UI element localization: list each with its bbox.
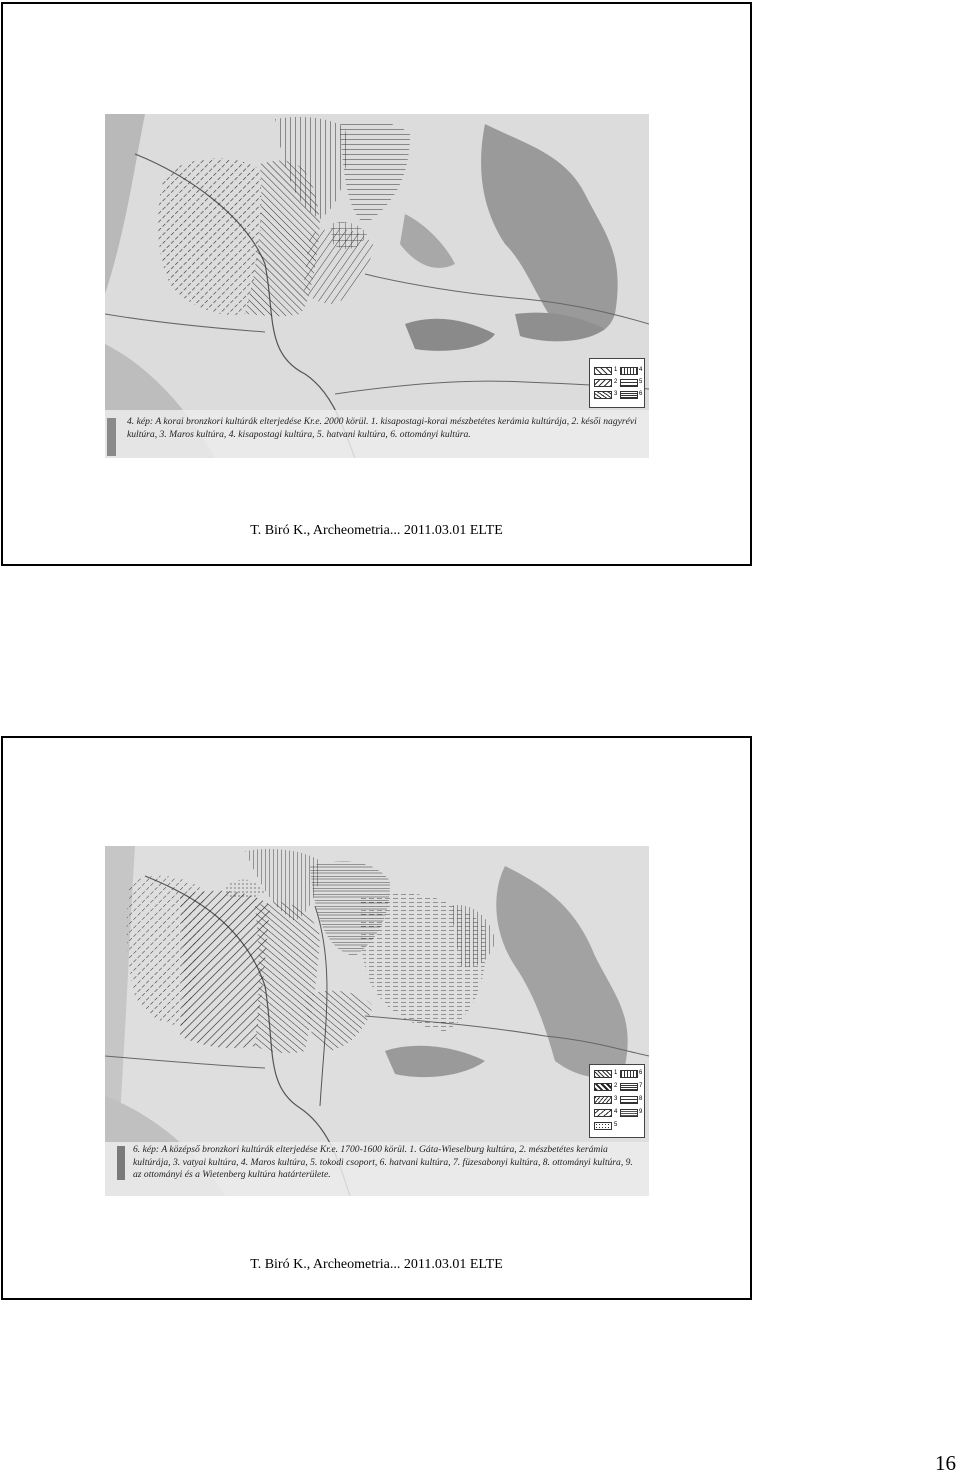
figure-caption: 6. kép: A középső bronzkori kultúrák elterjedése Kr.e. 1700-1600 körül. 1. Gáta-Wieselburg kultúra, 2. mészbetétes kerámia kultúrája, 3. vatyai kultúra, 4. Maros kultúra, 5. tokodi csoport, 6. hatvani kultúra, 7. füzesabonyi kultúra, 8. ottományi kultúra, 9. az ottományi és a Wietenberg kultúra határterülete. (133, 1144, 633, 1180)
map-legend (589, 1064, 645, 1138)
legend-label: 5 (614, 1122, 618, 1128)
legend-label: 8 (639, 1096, 643, 1102)
legend-swatch-9 (620, 1109, 638, 1117)
legend-swatch-5 (594, 1122, 612, 1130)
legend-swatch-3 (594, 1096, 612, 1104)
legend-label: 1 (614, 1070, 618, 1076)
legend-swatch-1 (594, 367, 612, 375)
slide-2 (1, 736, 752, 1300)
slide-1 (1, 2, 752, 566)
legend-swatch-3 (594, 391, 612, 399)
legend-label: 9 (639, 1109, 643, 1115)
legend-label: 7 (639, 1083, 643, 1089)
figure-caption: 4. kép: A korai bronzkori kultúrák elterjedése Kr.e. 2000 körül. 1. kisapostagi-korai mészbetétes kerámia kultúrája, 2. késői nagyrévi kultúra, 3. Maros kultúra, 4. kisapostagi kultúra, 5. hatvani kultúra, 6. ottományi kultúra. (127, 416, 637, 440)
slide-footer: T. Biró K., Archeometria... 2011.03.01 ELTE (250, 523, 503, 538)
legend-swatch-1 (594, 1070, 612, 1078)
legend-swatch-2 (594, 379, 612, 387)
legend-label: 2 (614, 379, 618, 385)
legend-label: 2 (614, 1083, 618, 1089)
legend-label: 3 (614, 391, 618, 397)
legend-swatch-7 (620, 1083, 638, 1091)
legend-label: 4 (614, 1109, 618, 1115)
slide-footer: T. Biró K., Archeometria... 2011.03.01 ELTE (250, 1257, 503, 1272)
page-number: 16 (935, 1451, 956, 1475)
legend-label: 3 (614, 1096, 618, 1102)
map-scan-middle-bronze-age (105, 846, 649, 1196)
map-scan-early-bronze-age (105, 114, 649, 458)
legend-label: 4 (639, 367, 643, 373)
legend-swatch-6 (620, 391, 638, 399)
legend-swatch-5 (620, 379, 638, 387)
legend-swatch-4 (620, 367, 638, 375)
legend-swatch-2 (594, 1083, 612, 1091)
legend-label: 6 (639, 391, 643, 397)
map-image (105, 114, 649, 458)
legend-swatch-4 (594, 1109, 612, 1117)
legend-label: 1 (614, 367, 618, 373)
legend-label: 6 (639, 1070, 643, 1076)
map-legend (589, 358, 645, 408)
legend-label: 5 (639, 379, 643, 385)
legend-swatch-6 (620, 1070, 638, 1078)
legend-swatch-8 (620, 1096, 638, 1104)
